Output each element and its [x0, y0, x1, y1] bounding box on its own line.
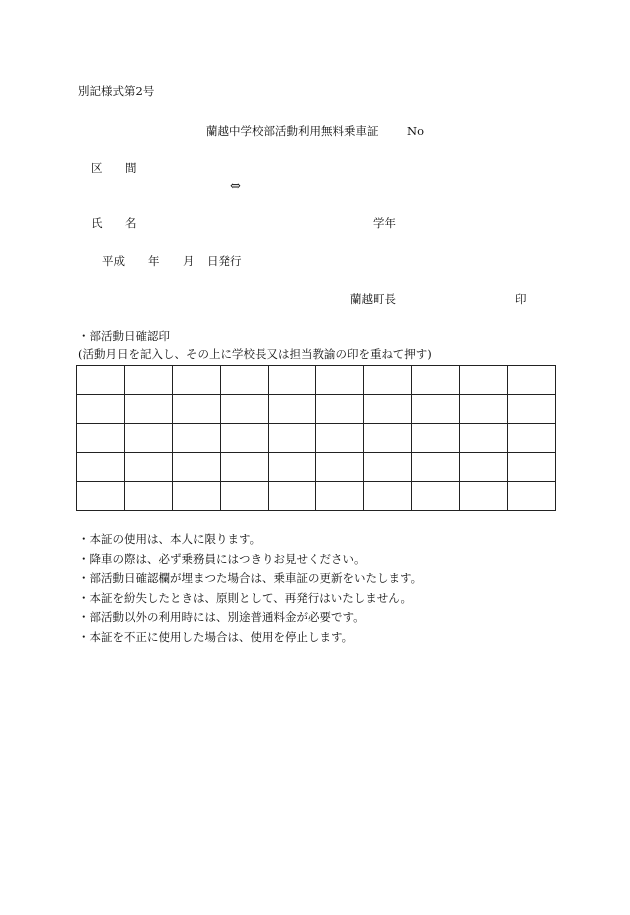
stamp-grid-row	[77, 366, 556, 395]
stamp-grid-row	[77, 395, 556, 424]
stamp-cell[interactable]	[268, 366, 316, 395]
stamp-cell[interactable]	[77, 453, 125, 482]
stamp-cell[interactable]	[508, 366, 556, 395]
form-number: 別記様式第2号	[78, 84, 155, 98]
stamp-cell[interactable]	[124, 453, 172, 482]
stamp-cell[interactable]	[220, 424, 268, 453]
stamp-cell[interactable]	[220, 366, 268, 395]
stamp-cell[interactable]	[124, 424, 172, 453]
note-item: ・本証の使用は、本人に限ります。	[78, 532, 262, 546]
name-label-2: 名	[125, 216, 137, 230]
stamp-cell[interactable]	[77, 395, 125, 424]
stamp-grid-row	[77, 453, 556, 482]
section-label-1: 区	[91, 161, 103, 175]
date-era: 平成	[102, 254, 125, 268]
date-issued: 日発行	[207, 254, 242, 268]
document-title: 蘭越中学校部活動利用無料乗車証	[206, 124, 379, 138]
stamp-heading: ・部活動日確認印	[78, 329, 170, 343]
stamp-cell[interactable]	[460, 424, 508, 453]
stamp-cell[interactable]	[316, 395, 364, 424]
stamp-cell[interactable]	[77, 482, 125, 511]
stamp-cell[interactable]	[316, 366, 364, 395]
stamp-cell[interactable]	[268, 424, 316, 453]
stamp-cell[interactable]	[172, 424, 220, 453]
stamp-cell[interactable]	[172, 395, 220, 424]
stamp-cell[interactable]	[364, 453, 412, 482]
stamp-cell[interactable]	[364, 395, 412, 424]
stamp-grid-row	[77, 424, 556, 453]
stamp-cell[interactable]	[460, 395, 508, 424]
stamp-cell[interactable]	[77, 366, 125, 395]
stamp-cell[interactable]	[412, 366, 460, 395]
stamp-cell[interactable]	[220, 395, 268, 424]
notes-list	[78, 530, 422, 647]
stamp-cell[interactable]	[316, 482, 364, 511]
grade-label: 学年	[373, 216, 396, 230]
stamp-cell[interactable]	[508, 482, 556, 511]
stamp-cell[interactable]	[508, 453, 556, 482]
stamp-cell[interactable]	[316, 453, 364, 482]
stamp-grid-row	[77, 482, 556, 511]
section-label-2: 間	[125, 161, 137, 175]
stamp-cell[interactable]	[364, 366, 412, 395]
stamp-cell[interactable]	[460, 366, 508, 395]
stamp-cell[interactable]	[268, 453, 316, 482]
stamp-cell[interactable]	[77, 424, 125, 453]
stamp-cell[interactable]	[172, 453, 220, 482]
stamp-cell[interactable]	[364, 424, 412, 453]
note-item: ・本証を不正に使用した場合は、使用を停止します。	[78, 629, 354, 644]
note-item: ・部活動以外の利用時には、別途普通料金が必要です。	[78, 610, 365, 624]
stamp-cell[interactable]	[172, 482, 220, 511]
stamp-cell[interactable]	[364, 482, 412, 511]
stamp-grid-body	[77, 366, 556, 511]
stamp-cell[interactable]	[268, 482, 316, 511]
stamp-instruction: (活動月日を記入し、その上に学校長又は担当教諭の印を重ねて押す)	[78, 347, 432, 361]
stamp-cell[interactable]	[268, 395, 316, 424]
stamp-grid	[76, 365, 556, 511]
note-item: ・部活動日確認欄が埋まつた場合は、乗車証の更新をいたします。	[78, 571, 423, 585]
stamp-cell[interactable]	[316, 424, 364, 453]
stamp-cell[interactable]	[412, 453, 460, 482]
date-year: 年	[148, 254, 160, 268]
name-label-1: 氏	[91, 216, 103, 230]
stamp-cell[interactable]	[412, 395, 460, 424]
note-item: ・降車の際は、必ず乗務員にはつきりお見せください。	[78, 551, 366, 566]
stamp-cell[interactable]	[124, 395, 172, 424]
stamp-cell[interactable]	[412, 424, 460, 453]
note-item: ・本証を紛失したときは、原則として、再発行はいたしません。	[78, 590, 412, 605]
stamp-cell[interactable]	[460, 453, 508, 482]
number-label: No	[407, 124, 424, 138]
stamp-cell[interactable]	[508, 395, 556, 424]
issuer-title: 蘭越町長	[350, 292, 396, 306]
section-arrow: ⇔	[230, 179, 241, 194]
seal-mark: 印	[515, 292, 527, 306]
stamp-cell[interactable]	[460, 482, 508, 511]
stamp-cell[interactable]	[508, 424, 556, 453]
stamp-cell[interactable]	[124, 482, 172, 511]
stamp-cell[interactable]	[124, 366, 172, 395]
stamp-cell[interactable]	[412, 482, 460, 511]
date-month: 月	[183, 254, 195, 268]
stamp-cell[interactable]	[172, 366, 220, 395]
stamp-cell[interactable]	[220, 453, 268, 482]
stamp-cell[interactable]	[220, 482, 268, 511]
